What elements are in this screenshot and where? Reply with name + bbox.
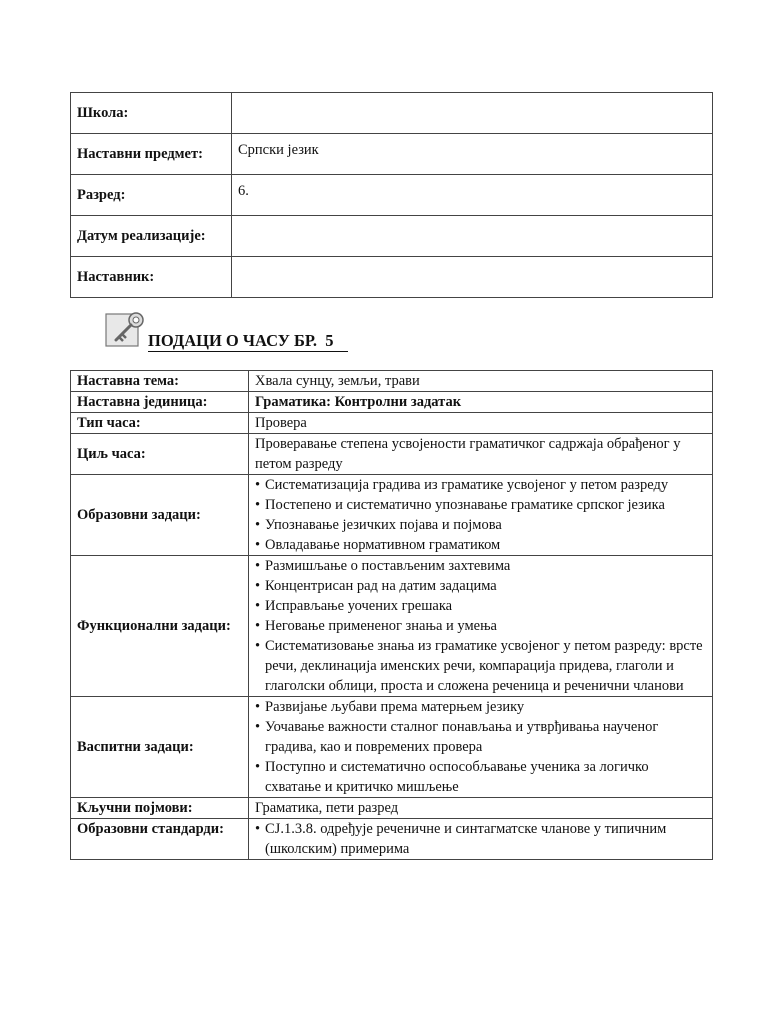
functional-label: Функционални задаци: [71, 556, 249, 697]
topic-value: Хвала сунцу, земљи, трави [249, 371, 713, 392]
functional-list [255, 556, 706, 696]
key-icon [104, 310, 148, 354]
list-item: • Овладавање нормативном граматиком [255, 535, 706, 555]
key-terms-label: Кључни појмови: [71, 798, 249, 819]
table-row [71, 216, 713, 257]
goal-value: Проверавање степена усвојености граматичког садржаја обрађеног у петом разреду [249, 434, 713, 475]
standards-list [255, 819, 706, 859]
list-item: • Систематизација градива из граматике усвојеног у петом разреду [255, 475, 706, 495]
functional-value [249, 556, 713, 697]
type-label: Тип часа: [71, 413, 249, 434]
table-row [71, 257, 713, 298]
table-row [71, 413, 713, 434]
list-item: • Концентрисан рад на датим задацима [255, 576, 706, 596]
school-info-table [70, 92, 713, 298]
table-row [71, 134, 713, 175]
educational-label: Образовни задаци: [71, 475, 249, 556]
unit-value: Граматика: Контролни задатак [249, 392, 713, 413]
table-row [71, 475, 713, 556]
lesson-table [70, 370, 713, 860]
date-value [232, 216, 713, 257]
educational-value [249, 475, 713, 556]
standards-value [249, 819, 713, 860]
table-row [71, 175, 713, 216]
list-item: • Уочавање важности сталног понављања и утврђивања наученог градива, као и повремених провера [255, 717, 706, 757]
list-item: • Исправљање уочених грешака [255, 596, 706, 616]
table-row [71, 371, 713, 392]
grade-label: Разред: [71, 175, 232, 216]
table-row [71, 697, 713, 798]
table-row [71, 434, 713, 475]
school-label: Школа: [71, 93, 232, 134]
type-value: Провера [249, 413, 713, 434]
key-terms-value: Граматика, пети разред [249, 798, 713, 819]
list-item: • Неговање примененог знања и умења [255, 616, 706, 636]
list-item: • Развијање љубави према матерњем језику [255, 697, 706, 717]
grade-value: 6. [232, 175, 713, 216]
teacher-value [232, 257, 713, 298]
table-row [71, 556, 713, 697]
lesson-title: ПОДАЦИ О ЧАСУ БР. 5 [148, 331, 348, 352]
date-label: Датум реализације: [71, 216, 232, 257]
table-row [71, 798, 713, 819]
lesson-heading [104, 308, 348, 354]
table-row [71, 93, 713, 134]
list-item: • СЈ.1.3.8. одређује реченичне и синтагматске чланове у типичним (школским) примерима [255, 819, 706, 859]
list-item: • Размишљање о постављеним захтевима [255, 556, 706, 576]
standards-label: Образовни стандарди: [71, 819, 249, 860]
table-row [71, 392, 713, 413]
table-row [71, 819, 713, 860]
list-item: • Постепено и систематично упознавање граматике српског језика [255, 495, 706, 515]
list-item: • Поступно и систематично оспособљавање ученика за логичко схватање и критичко мишљење [255, 757, 706, 797]
educational-list [255, 475, 706, 555]
upbringing-value [249, 697, 713, 798]
teacher-label: Наставник: [71, 257, 232, 298]
topic-label: Наставна тема: [71, 371, 249, 392]
upbringing-label: Васпитни задаци: [71, 697, 249, 798]
unit-label: Наставна јединица: [71, 392, 249, 413]
upbringing-list [255, 697, 706, 797]
subject-label: Наставни предмет: [71, 134, 232, 175]
list-item: • Упознавање језичких појава и појмова [255, 515, 706, 535]
goal-label: Циљ часа: [71, 434, 249, 475]
subject-value: Српски језик [232, 134, 713, 175]
list-item: • Систематизовање знања из граматике усвојеног у петом разреду: врсте речи, деклинација именских речи, компарација придева, глаголи и глаголски облици, проста и сложена реченица и реченични чланови [255, 636, 706, 696]
school-value [232, 93, 713, 134]
